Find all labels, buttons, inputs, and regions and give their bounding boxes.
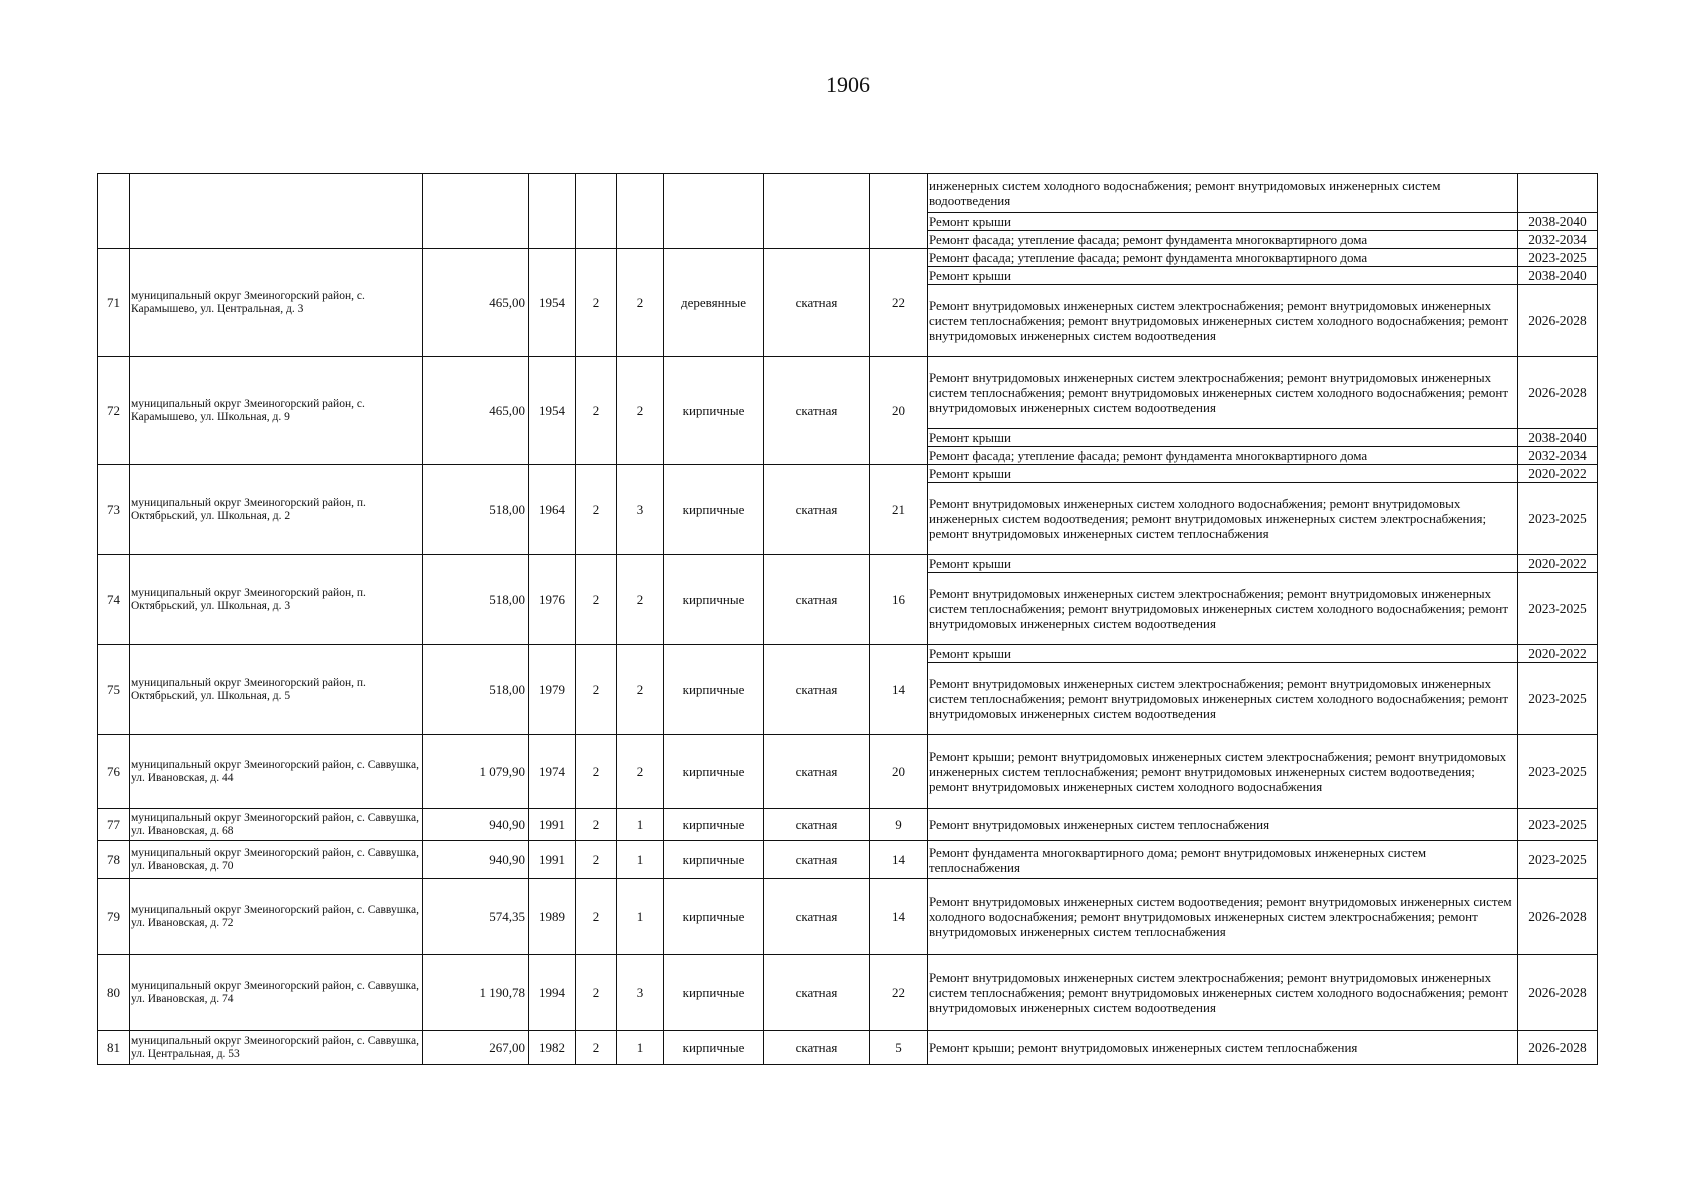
roof-type-cell: скатная (764, 955, 870, 1031)
year-cell (529, 174, 576, 249)
entrances-cell: 3 (617, 465, 664, 555)
flats-count-cell: 21 (870, 465, 928, 555)
period-cell: 2038-2040 (1518, 429, 1598, 447)
area-cell: 267,00 (423, 1031, 529, 1065)
entrances-cell: 2 (617, 249, 664, 357)
floors-cell: 2 (576, 955, 617, 1031)
floors-cell: 2 (576, 555, 617, 645)
year-cell: 1991 (529, 841, 576, 879)
period-cell: 2038-2040 (1518, 213, 1598, 231)
roof-type-cell: скатная (764, 1031, 870, 1065)
floors-cell: 2 (576, 249, 617, 357)
roof-type-cell: скатная (764, 555, 870, 645)
work-type-cell: инженерных систем холодного водоснабжения; ремонт внутридомовых инженерных систем водоотведения (928, 174, 1518, 213)
flats-count-cell: 14 (870, 645, 928, 735)
work-type-cell: Ремонт крыши (928, 555, 1518, 573)
row-number-cell: 74 (98, 555, 130, 645)
work-type-cell: Ремонт фасада; утепление фасада; ремонт фундамента многоквартирного дома (928, 231, 1518, 249)
period-cell: 2023-2025 (1518, 841, 1598, 879)
year-cell: 1974 (529, 735, 576, 809)
year-cell: 1964 (529, 465, 576, 555)
work-type-cell: Ремонт крыши; ремонт внутридомовых инженерных систем теплоснабжения (928, 1031, 1518, 1065)
year-cell: 1991 (529, 809, 576, 841)
work-type-cell: Ремонт фасада; утепление фасада; ремонт фундамента многоквартирного дома (928, 447, 1518, 465)
entrances-cell: 1 (617, 809, 664, 841)
period-cell: 2023-2025 (1518, 483, 1598, 555)
roof-type-cell: скатная (764, 249, 870, 357)
table-body (98, 174, 1598, 1065)
flats-count-cell: 22 (870, 955, 928, 1031)
period-cell: 2020-2022 (1518, 465, 1598, 483)
year-cell: 1994 (529, 955, 576, 1031)
work-type-cell: Ремонт крыши (928, 267, 1518, 285)
entrances-cell: 1 (617, 841, 664, 879)
work-type-cell: Ремонт внутридомовых инженерных систем теплоснабжения (928, 809, 1518, 841)
row-number-cell: 80 (98, 955, 130, 1031)
area-cell: 465,00 (423, 357, 529, 465)
walls-material-cell: кирпичные (664, 555, 764, 645)
address-cell: муниципальный округ Змеиногорский район, п. Октябрьский, ул. Школьная, д. 3 (130, 555, 423, 645)
roof-type-cell: скатная (764, 465, 870, 555)
address-cell: муниципальный округ Змеиногорский район, с. Саввушка, ул. Ивановская, д. 74 (130, 955, 423, 1031)
period-cell: 2026-2028 (1518, 357, 1598, 429)
entrances-cell: 1 (617, 879, 664, 955)
period-cell: 2020-2022 (1518, 555, 1598, 573)
walls-material-cell: кирпичные (664, 357, 764, 465)
walls-material-cell: кирпичные (664, 841, 764, 879)
walls-material-cell: кирпичные (664, 879, 764, 955)
row-number-cell: 71 (98, 249, 130, 357)
work-type-cell: Ремонт фундамента многоквартирного дома; ремонт внутридомовых инженерных систем теплоснабжения (928, 841, 1518, 879)
work-type-cell: Ремонт внутридомовых инженерных систем водоотведения; ремонт внутридомовых инженерных систем холодного водоснабжения; ремонт внутридомовых инженерных систем электроснабжения; ремонт внутридомовых инженерных систем теплоснабжения (928, 879, 1518, 955)
year-cell: 1989 (529, 879, 576, 955)
flats-count-cell: 20 (870, 735, 928, 809)
table-row (98, 955, 1598, 1031)
walls-material-cell: кирпичные (664, 465, 764, 555)
area-cell: 518,00 (423, 465, 529, 555)
period-cell: 2038-2040 (1518, 267, 1598, 285)
table-row (98, 357, 1598, 429)
area-cell (423, 174, 529, 249)
row-number-cell: 73 (98, 465, 130, 555)
flats-count-cell (870, 174, 928, 249)
roof-type-cell (764, 174, 870, 249)
roof-type-cell: скатная (764, 841, 870, 879)
period-cell: 2026-2028 (1518, 285, 1598, 357)
table-row (98, 1031, 1598, 1065)
roof-type-cell: скатная (764, 645, 870, 735)
year-cell: 1976 (529, 555, 576, 645)
housing-repair-table (97, 173, 1598, 1065)
page-number: 1906 (826, 72, 870, 97)
entrances-cell: 3 (617, 955, 664, 1031)
work-type-cell: Ремонт крыши (928, 213, 1518, 231)
floors-cell: 2 (576, 841, 617, 879)
work-type-cell: Ремонт внутридомовых инженерных систем холодного водоснабжения; ремонт внутридомовых инженерных систем водоотведения; ремонт внутридомовых инженерных систем электроснабжения; ремонт внутридомовых инженерных систем теплоснабжения (928, 483, 1518, 555)
year-cell: 1954 (529, 357, 576, 465)
flats-count-cell: 22 (870, 249, 928, 357)
floors-cell: 2 (576, 735, 617, 809)
flats-count-cell: 14 (870, 879, 928, 955)
period-cell: 2023-2025 (1518, 735, 1598, 809)
period-cell: 2023-2025 (1518, 663, 1598, 735)
row-number-cell: 77 (98, 809, 130, 841)
row-number-cell: 72 (98, 357, 130, 465)
row-number-cell: 76 (98, 735, 130, 809)
floors-cell: 2 (576, 645, 617, 735)
walls-material-cell: кирпичные (664, 1031, 764, 1065)
flats-count-cell: 5 (870, 1031, 928, 1065)
row-number-cell: 79 (98, 879, 130, 955)
floors-cell: 2 (576, 465, 617, 555)
address-cell: муниципальный округ Змеиногорский район, с. Саввушка, ул. Центральная, д. 53 (130, 1031, 423, 1065)
period-cell (1518, 174, 1598, 213)
entrances-cell: 2 (617, 735, 664, 809)
flats-count-cell: 20 (870, 357, 928, 465)
address-cell: муниципальный округ Змеиногорский район, с. Саввушка, ул. Ивановская, д. 44 (130, 735, 423, 809)
period-cell: 2023-2025 (1518, 249, 1598, 267)
table-row (98, 841, 1598, 879)
entrances-cell: 2 (617, 645, 664, 735)
table-row (98, 249, 1598, 267)
area-cell: 940,90 (423, 841, 529, 879)
area-cell: 518,00 (423, 555, 529, 645)
work-type-cell: Ремонт крыши (928, 645, 1518, 663)
floors-cell: 2 (576, 1031, 617, 1065)
table-row (98, 174, 1598, 213)
period-cell: 2032-2034 (1518, 447, 1598, 465)
floors-cell: 2 (576, 357, 617, 465)
area-cell: 465,00 (423, 249, 529, 357)
entrances-cell: 1 (617, 1031, 664, 1065)
address-cell: муниципальный округ Змеиногорский район, с. Карамышево, ул. Школьная, д. 9 (130, 357, 423, 465)
table-row (98, 809, 1598, 841)
flats-count-cell: 16 (870, 555, 928, 645)
roof-type-cell: скатная (764, 735, 870, 809)
period-cell: 2023-2025 (1518, 573, 1598, 645)
address-cell: муниципальный округ Змеиногорский район, с. Саввушка, ул. Ивановская, д. 72 (130, 879, 423, 955)
entrances-cell (617, 174, 664, 249)
address-cell: муниципальный округ Змеиногорский район, с. Карамышево, ул. Центральная, д. 3 (130, 249, 423, 357)
work-type-cell: Ремонт внутридомовых инженерных систем электроснабжения; ремонт внутридомовых инженерных систем теплоснабжения; ремонт внутридомовых инженерных систем холодного водоснабжения; ремонт внутридомовых инженерных систем водоотведения (928, 663, 1518, 735)
work-type-cell: Ремонт фасада; утепление фасада; ремонт фундамента многоквартирного дома (928, 249, 1518, 267)
table-row (98, 879, 1598, 955)
address-cell: муниципальный округ Змеиногорский район, п. Октябрьский, ул. Школьная, д. 5 (130, 645, 423, 735)
walls-material-cell: кирпичные (664, 645, 764, 735)
work-type-cell: Ремонт внутридомовых инженерных систем электроснабжения; ремонт внутридомовых инженерных систем теплоснабжения; ремонт внутридомовых инженерных систем холодного водоснабжения; ремонт внутридомовых инженерных систем водоотведения (928, 285, 1518, 357)
work-type-cell: Ремонт крыши (928, 429, 1518, 447)
area-cell: 940,90 (423, 809, 529, 841)
address-cell: муниципальный округ Змеиногорский район, с. Саввушка, ул. Ивановская, д. 70 (130, 841, 423, 879)
roof-type-cell: скатная (764, 809, 870, 841)
work-type-cell: Ремонт внутридомовых инженерных систем электроснабжения; ремонт внутридомовых инженерных систем теплоснабжения; ремонт внутридомовых инженерных систем холодного водоснабжения; ремонт внутридомовых инженерных систем водоотведения (928, 955, 1518, 1031)
walls-material-cell: деревянные (664, 249, 764, 357)
area-cell: 1 190,78 (423, 955, 529, 1031)
period-cell: 2026-2028 (1518, 955, 1598, 1031)
table-row (98, 645, 1598, 663)
period-cell: 2026-2028 (1518, 879, 1598, 955)
entrances-cell: 2 (617, 555, 664, 645)
work-type-cell: Ремонт крыши; ремонт внутридомовых инженерных систем электроснабжения; ремонт внутридомовых инженерных систем теплоснабжения; ремонт внутридомовых инженерных систем водоотведения; ремонт внутридомовых инженерных систем холодного водоснабжения (928, 735, 1518, 809)
floors-cell: 2 (576, 879, 617, 955)
period-cell: 2023-2025 (1518, 809, 1598, 841)
area-cell: 1 079,90 (423, 735, 529, 809)
address-cell: муниципальный округ Змеиногорский район, п. Октябрьский, ул. Школьная, д. 2 (130, 465, 423, 555)
table-row (98, 465, 1598, 483)
row-number-cell: 81 (98, 1031, 130, 1065)
period-cell: 2026-2028 (1518, 1031, 1598, 1065)
year-cell: 1982 (529, 1031, 576, 1065)
floors-cell: 2 (576, 809, 617, 841)
entrances-cell: 2 (617, 357, 664, 465)
period-cell: 2020-2022 (1518, 645, 1598, 663)
work-type-cell: Ремонт крыши (928, 465, 1518, 483)
year-cell: 1954 (529, 249, 576, 357)
address-cell (130, 174, 423, 249)
area-cell: 574,35 (423, 879, 529, 955)
flats-count-cell: 9 (870, 809, 928, 841)
flats-count-cell: 14 (870, 841, 928, 879)
table-row (98, 735, 1598, 809)
walls-material-cell: кирпичные (664, 735, 764, 809)
work-type-cell: Ремонт внутридомовых инженерных систем электроснабжения; ремонт внутридомовых инженерных систем теплоснабжения; ремонт внутридомовых инженерных систем холодного водоснабжения; ремонт внутридомовых инженерных систем водоотведения (928, 573, 1518, 645)
row-number-cell: 78 (98, 841, 130, 879)
walls-material-cell (664, 174, 764, 249)
year-cell: 1979 (529, 645, 576, 735)
work-type-cell: Ремонт внутридомовых инженерных систем электроснабжения; ремонт внутридомовых инженерных систем теплоснабжения; ремонт внутридомовых инженерных систем холодного водоснабжения; ремонт внутридомовых инженерных систем водоотведения (928, 357, 1518, 429)
address-cell: муниципальный округ Змеиногорский район, с. Саввушка, ул. Ивановская, д. 68 (130, 809, 423, 841)
walls-material-cell: кирпичные (664, 809, 764, 841)
period-cell: 2032-2034 (1518, 231, 1598, 249)
row-number-cell: 75 (98, 645, 130, 735)
walls-material-cell: кирпичные (664, 955, 764, 1031)
roof-type-cell: скатная (764, 879, 870, 955)
table-row (98, 555, 1598, 573)
floors-cell (576, 174, 617, 249)
row-number-cell (98, 174, 130, 249)
roof-type-cell: скатная (764, 357, 870, 465)
area-cell: 518,00 (423, 645, 529, 735)
